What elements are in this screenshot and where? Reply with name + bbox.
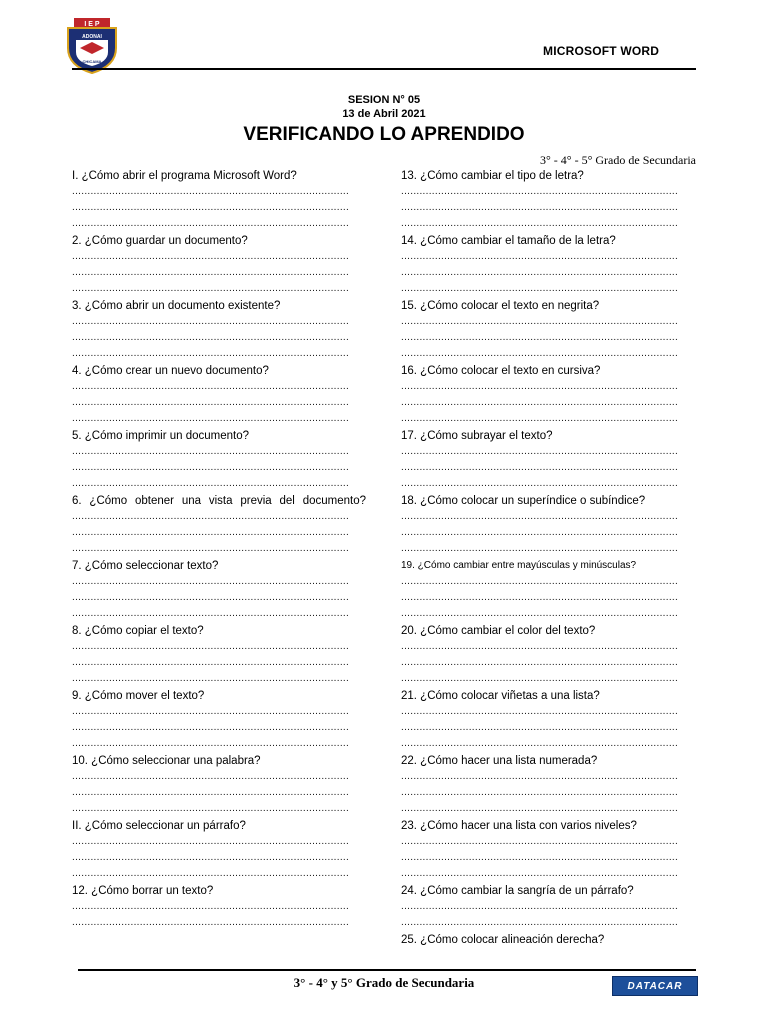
answer-line[interactable]: .......................................................................................... xyxy=(72,868,350,879)
answer-line[interactable]: .......................................................................................... xyxy=(401,478,679,489)
answer-line[interactable]: .......................................................................................... xyxy=(401,803,679,814)
answer-line[interactable]: .......................................................................................... xyxy=(401,397,679,408)
question-block xyxy=(72,363,366,427)
question-text: 16. ¿Cómo colocar el texto en cursiva? xyxy=(401,365,601,377)
answer-line[interactable]: .......................................................................................... xyxy=(72,348,350,359)
answer-line[interactable]: .......................................................................................... xyxy=(72,251,350,262)
question-block xyxy=(72,883,366,931)
question-text: II. ¿Cómo seleccionar un párrafo? xyxy=(72,820,246,832)
answer-line[interactable]: .......................................................................................... xyxy=(72,381,350,392)
question-block xyxy=(72,298,366,362)
question-block xyxy=(401,932,691,948)
question-text: 15. ¿Cómo colocar el texto en negrita? xyxy=(401,300,600,312)
answer-line[interactable]: .......................................................................................... xyxy=(401,381,679,392)
question-text: 22. ¿Cómo hacer una lista numerada? xyxy=(401,755,598,767)
answer-line[interactable]: .......................................................................................... xyxy=(72,397,350,408)
answer-line[interactable]: .......................................................................................... xyxy=(401,413,679,424)
answer-line[interactable]: .......................................................................................... xyxy=(72,332,350,343)
question-text: 10. ¿Cómo seleccionar una palabra? xyxy=(72,755,261,767)
answer-line[interactable]: .......................................................................................... xyxy=(72,446,350,457)
answer-line[interactable]: .......................................................................................... xyxy=(401,592,679,603)
answer-line[interactable]: .......................................................................................... xyxy=(401,917,679,928)
answer-line[interactable]: .......................................................................................... xyxy=(72,478,350,489)
question-text: 3. ¿Cómo abrir un documento existente? xyxy=(72,300,281,312)
crest-top-text: I E P xyxy=(84,21,100,28)
answer-line[interactable]: .......................................................................................... xyxy=(401,852,679,863)
answer-line[interactable]: .......................................................................................... xyxy=(401,218,679,229)
answer-line[interactable]: .......................................................................................... xyxy=(72,608,350,619)
question-block xyxy=(72,753,366,817)
answer-line[interactable]: .......................................................................................... xyxy=(72,283,350,294)
subject-title: MICROSOFT WORD xyxy=(543,44,660,58)
question-text: 23. ¿Cómo hacer una lista con varios niveles? xyxy=(401,820,637,832)
answer-line[interactable]: .......................................................................................... xyxy=(401,706,679,717)
answer-line[interactable]: .......................................................................................... xyxy=(72,706,350,717)
left-question-column xyxy=(72,168,366,932)
question-block xyxy=(401,493,691,557)
question-block xyxy=(401,363,691,427)
question-text: I. ¿Cómo abrir el programa Microsoft Word? xyxy=(72,170,297,182)
question-block xyxy=(401,753,691,817)
answer-line[interactable]: .......................................................................................... xyxy=(72,413,350,424)
question-block xyxy=(72,623,366,687)
question-block xyxy=(401,298,691,362)
answer-line[interactable]: .......................................................................................... xyxy=(401,267,679,278)
question-text: 25. ¿Cómo colocar alineación derecha? xyxy=(401,934,605,946)
question-text: 12. ¿Cómo borrar un texto? xyxy=(72,885,214,897)
question-block xyxy=(401,168,691,232)
answer-line[interactable]: .......................................................................................... xyxy=(72,722,350,733)
question-text: 14. ¿Cómo cambiar el tamaño de la letra? xyxy=(401,235,616,247)
answer-line[interactable]: .......................................................................................... xyxy=(401,868,679,879)
answer-line[interactable]: .......................................................................................... xyxy=(401,641,679,652)
question-block xyxy=(72,818,366,882)
answer-line[interactable]: .......................................................................................... xyxy=(401,348,679,359)
question-block xyxy=(401,428,691,492)
answer-line[interactable]: .......................................................................................... xyxy=(72,186,350,197)
answer-line[interactable]: .......................................................................................... xyxy=(401,673,679,684)
answer-line[interactable]: .......................................................................................... xyxy=(72,787,350,798)
session-number: SESION N° 05 xyxy=(347,94,421,106)
question-block xyxy=(72,493,366,557)
answer-line[interactable]: .......................................................................................... xyxy=(72,543,350,554)
answer-line[interactable]: .......................................................................................... xyxy=(401,543,679,554)
question-text: 19. ¿Cómo cambiar entre mayúsculas y minúsculas? xyxy=(401,560,637,571)
answer-line[interactable]: .......................................................................................... xyxy=(401,283,679,294)
answer-line[interactable]: .......................................................................................... xyxy=(72,673,350,684)
answer-line[interactable]: .......................................................................................... xyxy=(401,608,679,619)
question-text: 13. ¿Cómo cambiar el tipo de letra? xyxy=(401,170,584,182)
footer-divider xyxy=(78,969,696,971)
page-title: VERIFICANDO LO APRENDIDO xyxy=(243,124,525,145)
question-text: 17. ¿Cómo subrayar el texto? xyxy=(401,430,553,442)
crest-bottom-text: CHICAMA xyxy=(82,59,102,64)
grade-label: 3° - 4° - 5° Grado de Secundaria xyxy=(539,153,696,167)
question-text: 2. ¿Cómo guardar un documento? xyxy=(72,235,248,247)
answer-line[interactable]: .......................................................................................... xyxy=(401,186,679,197)
answer-line[interactable]: .......................................................................................... xyxy=(72,218,350,229)
answer-line[interactable]: .......................................................................................... xyxy=(401,332,679,343)
answer-line[interactable]: .......................................................................................... xyxy=(72,592,350,603)
answer-line[interactable]: .......................................................................................... xyxy=(401,738,679,749)
answer-line[interactable]: .......................................................................................... xyxy=(401,576,679,587)
question-block xyxy=(401,623,691,687)
question-text: 7. ¿Cómo seleccionar texto? xyxy=(72,560,219,572)
question-block xyxy=(72,558,366,622)
question-block xyxy=(72,233,366,297)
question-block xyxy=(401,883,691,931)
question-block xyxy=(401,688,691,752)
answer-line[interactable]: .......................................................................................... xyxy=(72,771,350,782)
answer-line[interactable]: .......................................................................................... xyxy=(401,657,679,668)
header-divider xyxy=(72,68,696,70)
question-block xyxy=(401,233,691,297)
answer-line[interactable]: .......................................................................................... xyxy=(72,316,350,327)
answer-line[interactable]: .......................................................................................... xyxy=(72,267,350,278)
question-block xyxy=(72,168,366,232)
question-text: 6. ¿Cómo obtener una vista previa del documento? xyxy=(72,495,366,507)
question-block xyxy=(72,688,366,752)
answer-line[interactable]: .......................................................................................... xyxy=(401,771,679,782)
question-text: 4. ¿Cómo crear un nuevo documento? xyxy=(72,365,269,377)
question-text: 24. ¿Cómo cambiar la sangría de un párrafo? xyxy=(401,885,634,897)
school-crest-logo xyxy=(66,18,118,74)
answer-line[interactable]: .......................................................................................... xyxy=(401,511,679,522)
answer-line[interactable]: .......................................................................................... xyxy=(72,462,350,473)
question-text: 21. ¿Cómo colocar viñetas a una lista? xyxy=(401,690,600,702)
question-block xyxy=(401,818,691,882)
question-block xyxy=(401,558,691,622)
question-text: 20. ¿Cómo cambiar el color del texto? xyxy=(401,625,596,637)
answer-line[interactable]: .......................................................................................... xyxy=(72,852,350,863)
brand-logo: DATACAR xyxy=(612,976,698,996)
answer-line[interactable]: .......................................................................................... xyxy=(72,511,350,522)
answer-line[interactable]: .......................................................................................... xyxy=(401,836,679,847)
answer-line[interactable]: .......................................................................................... xyxy=(72,202,350,213)
answer-line[interactable]: .......................................................................................... xyxy=(72,576,350,587)
question-block xyxy=(72,428,366,492)
answer-line[interactable]: .......................................................................................... xyxy=(72,917,350,928)
question-text: 5. ¿Cómo imprimir un documento? xyxy=(72,430,250,442)
right-question-column xyxy=(401,168,691,949)
answer-line[interactable]: .......................................................................................... xyxy=(401,722,679,733)
question-text: 8. ¿Cómo copiar el texto? xyxy=(72,625,204,637)
answer-line[interactable]: .......................................................................................... xyxy=(72,836,350,847)
answer-line[interactable]: .......................................................................................... xyxy=(401,251,679,262)
answer-line[interactable]: .......................................................................................... xyxy=(72,641,350,652)
answer-line[interactable]: .......................................................................................... xyxy=(401,787,679,798)
answer-line[interactable]: .......................................................................................... xyxy=(401,462,679,473)
session-date: 13 de Abril 2021 xyxy=(342,108,426,120)
answer-line[interactable]: .......................................................................................... xyxy=(401,202,679,213)
question-text: 18. ¿Cómo colocar un superíndice o subíndice? xyxy=(401,495,646,507)
answer-line[interactable]: .......................................................................................... xyxy=(401,901,679,912)
answer-line[interactable]: .......................................................................................... xyxy=(72,738,350,749)
footer-grade: 3° - 4° y 5° Grado de Secundaria xyxy=(293,975,475,990)
answer-line[interactable]: .......................................................................................... xyxy=(72,901,350,912)
answer-line[interactable]: .......................................................................................... xyxy=(401,446,679,457)
answer-line[interactable]: .......................................................................................... xyxy=(72,657,350,668)
answer-line[interactable]: .......................................................................................... xyxy=(72,803,350,814)
question-text: 9. ¿Cómo mover el texto? xyxy=(72,690,205,702)
answer-line[interactable]: .......................................................................................... xyxy=(401,527,679,538)
crest-mid-text: ADONAI xyxy=(82,34,102,40)
answer-line[interactable]: .......................................................................................... xyxy=(72,527,350,538)
answer-line[interactable]: .......................................................................................... xyxy=(401,316,679,327)
